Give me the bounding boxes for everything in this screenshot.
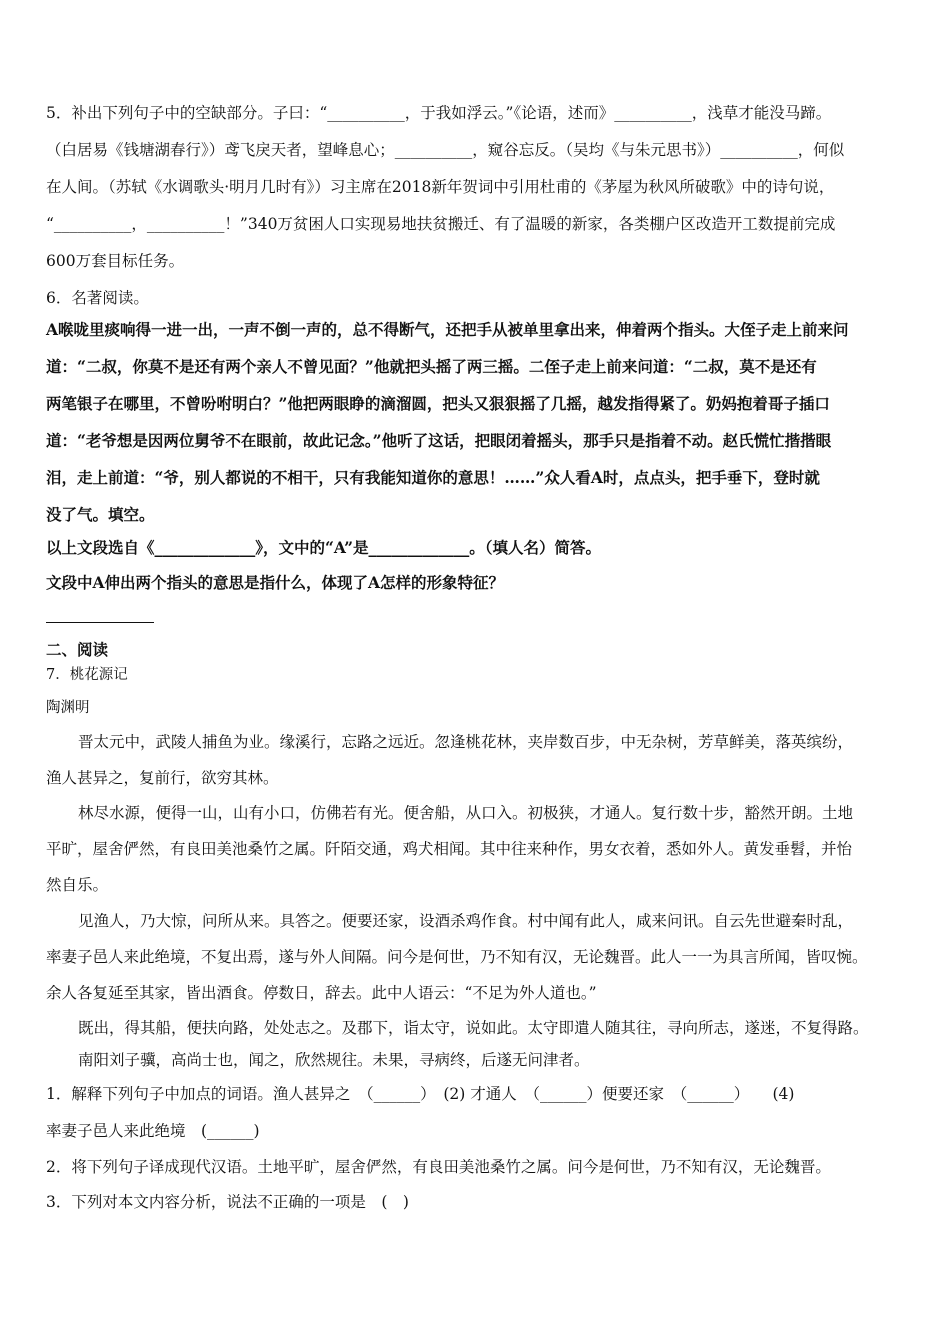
text-paragraph-4: 既出，得其船，便扶向路，处处志之。及郡下，诣太守，说如此。太守即遣人随其往，寻向所志，遂迷，不复得路。 — [78, 1019, 869, 1037]
q6-passage-line-2: 道：“二叔，你莫不是还有两个亲人不曾见面？”他就把头摇了两三摇。二侄子走上前来问道：“二叔，莫不是还有 — [46, 357, 817, 376]
q5-line-3: 在人间。（苏轼《水调歌头·明月几时有》）习主席在2018新年贺词中引用杜甫的《茅屋为秋风所破歌》中的诗句说， — [46, 178, 835, 196]
q5-line-5: 600万套目标任务。 — [46, 252, 185, 270]
text-paragraph-1-line-1: 晋太元中，武陵人捕鱼为业。缘溪行，忘路之远近。忽逢桃花林，夹岸数百步，中无杂树，芳草鲜美，落英缤纷， — [78, 733, 854, 751]
author: 陶渊明 — [46, 700, 90, 716]
text-paragraph-1-line-2: 渔人甚异之，复前行，欲穷其林。 — [46, 769, 279, 787]
q6-passage-line-5: 泪，走上前道：“爷，别人都说的不相干，只有我能知道你的意思！……”众人看A时，点点头，把手垂下，登时就 — [46, 468, 820, 487]
q6-fill-blank: 以上文段选自《_____________》，文中的“A”是_____________。（填人名）简答。 — [46, 538, 602, 557]
text-paragraph-2-line-3: 然自乐。 — [46, 876, 109, 894]
q6-question: 文段中A伸出两个指头的意思是指什么，体现了A怎样的形象特征？ — [46, 573, 505, 592]
q7-3: 3．下列对本文内容分析，说法不正确的一项是 ( ) — [46, 1193, 409, 1211]
text-paragraph-2-line-2: 平旷，屋舍俨然，有良田美池桑竹之属。阡陌交通，鸡犬相闻。其中往来种作，男女衣着，悉如外人。黄发垂髫，并怡 — [46, 840, 853, 858]
q6-passage-line-1: A喉咙里痰响得一进一出，一声不倒一声的，总不得断气，还把手从被单里拿出来，伸着两个指头。大侄子走上前来问 — [46, 320, 849, 339]
text-paragraph-5: 南阳刘子骥，高尚士也，闻之，欣然规往。未果，寻病终，后遂无问津者。 — [78, 1051, 590, 1069]
q6-title: 6．名著阅读。 — [46, 289, 149, 307]
q6-passage-line-6: 没了气。填空。 — [46, 505, 155, 524]
text-paragraph-3-line-2: 率妻子邑人来此绝境，不复出焉，遂与外人间隔。问今是何世，乃不知有汉，无论魏晋。此人一一为具言所闻，皆叹惋。 — [46, 948, 868, 966]
text-paragraph-2-line-1: 林尽水源，便得一山，山有小口，仿佛若有光。便舍船，从口入。初极狭，才通人。复行数十步，豁然开朗。土地 — [78, 804, 854, 822]
q7-1-line-1: 1．解释下列句子中加点的词语。渔人甚异之 （______） (2) 才通人 （______）便要还家 （______） (4) — [46, 1085, 795, 1103]
q6-passage-line-3: 两笔银子在哪里，不曾吩咐明白？”他把两眼睁的滴溜圆，把头又狠狠摇了几摇，越发指得紧了。奶妈抱着哥子插口 — [46, 394, 830, 413]
text-paragraph-3-line-3: 余人各复延至其家，皆出酒食。停数日，辞去。此中人语云：“不足为外人道也。” — [46, 984, 597, 1002]
text-paragraph-3-line-1: 见渔人，乃大惊，问所从来。具答之。便要还家，设酒杀鸡作食。村中闻有此人，咸来问讯。自云先世避秦时乱， — [78, 912, 854, 930]
section-title: 二、阅读 — [46, 640, 109, 659]
answer-line — [46, 622, 154, 623]
q7-1-line-2: 率妻子邑人来此绝境 (______) — [46, 1122, 260, 1140]
q6-passage-line-4: 道：“老爷想是因两位舅爷不在眼前，故此记念。”他听了这话，把眼闭着摇头，那手只是指着不动。赵氏慌忙揩揩眼 — [46, 431, 832, 450]
q5-line-2: （白居易《钱塘湖春行》）鸢飞戾天者，望峰息心；__________，窥谷忘反。（吴均《与朱元思书》）__________，何似 — [46, 141, 845, 159]
q5-line-1: 5．补出下列句子中的空缺部分。子曰：“__________，于我如浮云。”《论语，述而》__________，浅草才能没马蹄。 — [46, 104, 832, 122]
q5-line-4: “__________，__________！”340万贫困人口实现易地扶贫搬迁、有了温暖的新家，各类棚户区改造开工数提前完成 — [46, 215, 836, 233]
q7-2: 2．将下列句子译成现代汉语。土地平旷，屋舍俨然，有良田美池桑竹之属。问今是何世，乃不知有汉，无论魏晋。 — [46, 1158, 831, 1176]
q7-title: 7．桃花源记 — [46, 667, 128, 683]
